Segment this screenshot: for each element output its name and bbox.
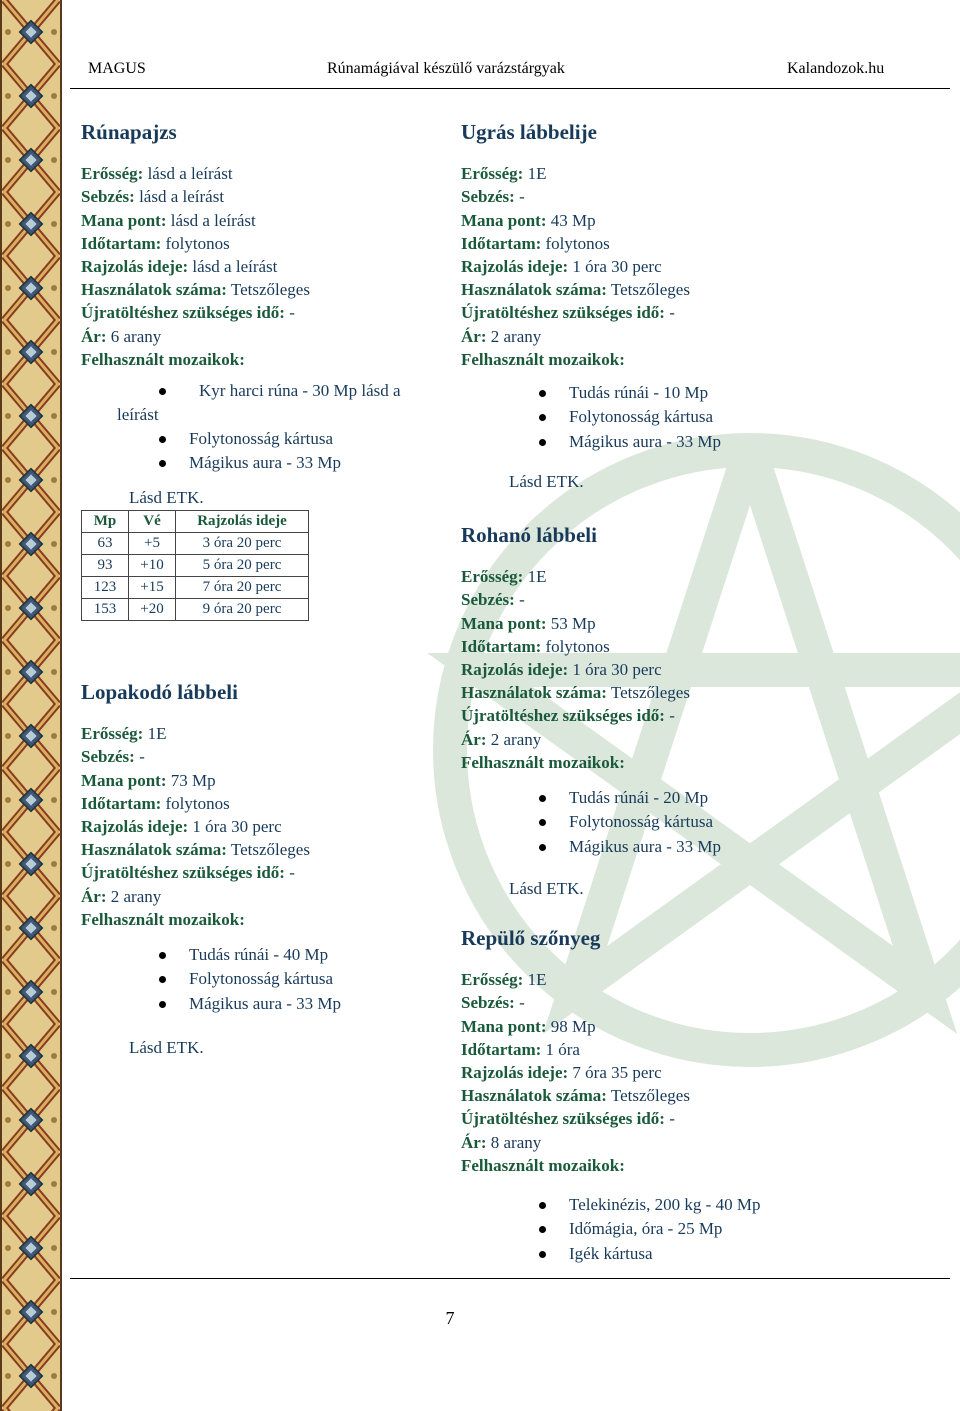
mosaic-item: Időmágia, óra - 25 Mp <box>461 1217 861 1242</box>
footer-rule <box>70 1278 950 1279</box>
stat-draw-time: Rajzolás ideje: 1 óra 30 perc <box>461 256 662 276</box>
see-reference: Lásd ETK. <box>129 1038 204 1058</box>
stat-duration: Időtartam: folytonos <box>461 636 610 656</box>
level-table <box>81 510 309 621</box>
stat-duration: Időtartam: folytonos <box>461 233 610 253</box>
mosaic-item: Tudás rúnái - 10 Mp <box>461 381 841 406</box>
stat-duration: Időtartam: 1 óra <box>461 1039 580 1059</box>
item-title: Ugrás lábbelije <box>461 120 597 144</box>
see-reference: Lásd ETK. <box>509 879 584 899</box>
stat-recharge: Újratöltéshez szükséges idő: - <box>81 863 295 883</box>
stat-draw-time: Rajzolás ideje: 1 óra 30 perc <box>461 659 662 679</box>
stat-damage: Sebzés: - <box>81 747 145 767</box>
stat-draw-time: Rajzolás ideje: 1 óra 30 perc <box>81 816 282 836</box>
stat-strength: Erősség: lásd a leírást <box>81 164 233 184</box>
table-row <box>82 532 309 554</box>
mosaic-list <box>81 379 441 476</box>
table-cell: 5 óra 20 perc <box>176 554 309 576</box>
stat-draw-time: Rajzolás ideje: 7 óra 35 perc <box>461 1062 662 1082</box>
mosaic-item: Tudás rúnái - 40 Mp <box>81 943 441 968</box>
item-ugras-labbelije <box>461 120 841 492</box>
see-reference: Lásd ETK. <box>509 472 584 492</box>
stat-strength: Erősség: 1E <box>461 164 547 184</box>
stat-strength: Erősség: 1E <box>461 970 547 990</box>
mosaic-item: Kyr harci rúna - 30 Mp lásd a leírást <box>117 380 401 424</box>
stat-recharge: Újratöltéshez szükséges idő: - <box>461 303 675 323</box>
stat-damage: Sebzés: - <box>461 993 525 1013</box>
table-header-cell: Mp <box>82 510 129 532</box>
stat-recharge: Újratöltéshez szükséges idő: - <box>461 706 675 726</box>
mosaic-list <box>81 943 441 1017</box>
page-number: 7 <box>445 1308 455 1328</box>
stat-damage: Sebzés: - <box>461 590 525 610</box>
table-header-cell: Rajzolás ideje <box>176 510 309 532</box>
table-header-cell: Vé <box>129 510 176 532</box>
mosaic-item: Telekinézis, 200 kg - 40 Mp <box>461 1193 861 1218</box>
stat-mosaics: Felhasznált mozaikok: <box>81 349 245 369</box>
stat-uses: Használatok száma: Tetszőleges <box>81 840 310 860</box>
mosaic-item: Mágikus aura - 33 Mp <box>461 430 841 455</box>
stat-strength: Erősség: 1E <box>461 567 547 587</box>
item-repulo-szonyeg <box>461 926 861 1266</box>
table-header-row <box>82 510 309 532</box>
stat-strength: Erősség: 1E <box>81 724 167 744</box>
header-right: Kalandozok.hu <box>787 60 885 77</box>
stat-damage: Sebzés: - <box>461 187 525 207</box>
stat-mosaics: Felhasznált mozaikok: <box>461 752 625 772</box>
stat-recharge: Újratöltéshez szükséges idő: - <box>81 303 295 323</box>
decorative-border <box>0 0 62 1411</box>
table-cell: +10 <box>129 554 176 576</box>
stat-mosaics: Felhasznált mozaikok: <box>461 349 625 369</box>
table-row <box>82 598 309 620</box>
item-title: Rúnapajzs <box>81 120 177 144</box>
stat-mosaics: Felhasznált mozaikok: <box>81 909 245 929</box>
table-row <box>82 576 309 598</box>
header-center: Rúnamágiával készülő varázstárgyak <box>327 60 565 77</box>
stat-mana: Mana pont: 73 Mp <box>81 770 216 790</box>
mosaic-item: Mágikus aura - 33 Mp <box>81 992 441 1017</box>
stat-mana: Mana pont: 43 Mp <box>461 210 596 230</box>
table-cell: +20 <box>129 598 176 620</box>
table-cell: +15 <box>129 576 176 598</box>
table-cell: 93 <box>82 554 129 576</box>
stat-uses: Használatok száma: Tetszőleges <box>461 683 690 703</box>
item-title: Repülő szőnyeg <box>461 926 601 950</box>
table-cell: 3 óra 20 perc <box>176 532 309 554</box>
stat-price: Ár: 8 arany <box>461 1132 542 1152</box>
mosaic-list <box>461 786 841 860</box>
stat-damage: Sebzés: lásd a leírást <box>81 187 225 207</box>
mosaic-item: Folytonosság kártusa <box>81 427 441 452</box>
stat-uses: Használatok száma: Tetszőleges <box>461 1086 690 1106</box>
item-runapajzs <box>81 120 441 621</box>
item-rohano-labbeli <box>461 523 841 899</box>
table-cell: 123 <box>82 576 129 598</box>
stat-duration: Időtartam: folytonos <box>81 233 230 253</box>
stat-duration: Időtartam: folytonos <box>81 793 230 813</box>
table-row <box>82 554 309 576</box>
table-cell: 9 óra 20 perc <box>176 598 309 620</box>
mosaic-item: Mágikus aura - 33 Mp <box>461 835 841 860</box>
mosaic-item: Folytonosság kártusa <box>81 967 441 992</box>
stat-price: Ár: 2 arany <box>461 326 542 346</box>
mosaic-item: Tudás rúnái - 20 Mp <box>461 786 841 811</box>
mosaic-item: Mágikus aura - 33 Mp <box>81 451 441 476</box>
item-title: Lopakodó lábbeli <box>81 680 238 704</box>
mosaic-item: Igék kártusa <box>461 1242 861 1267</box>
stat-recharge: Újratöltéshez szükséges idő: - <box>461 1109 675 1129</box>
stat-price: Ár: 6 arany <box>81 326 162 346</box>
item-lopakodo-labbeli <box>81 680 441 1058</box>
table-cell: +5 <box>129 532 176 554</box>
stat-price: Ár: 2 arany <box>81 886 162 906</box>
stat-mosaics: Felhasznált mozaikok: <box>461 1155 625 1175</box>
see-reference: Lásd ETK. <box>129 487 204 507</box>
header-left: MAGUS <box>88 60 146 77</box>
stat-price: Ár: 2 arany <box>461 729 542 749</box>
stat-mana: Mana pont: 53 Mp <box>461 613 596 633</box>
mosaic-list <box>461 381 841 455</box>
stat-uses: Használatok száma: Tetszőleges <box>81 280 310 300</box>
stat-uses: Használatok száma: Tetszőleges <box>461 280 690 300</box>
stat-mana: Mana pont: lásd a leírást <box>81 210 256 230</box>
table-cell: 153 <box>82 598 129 620</box>
stat-draw-time: Rajzolás ideje: lásd a leírást <box>81 256 278 276</box>
stat-mana: Mana pont: 98 Mp <box>461 1016 596 1036</box>
table-cell: 7 óra 20 perc <box>176 576 309 598</box>
mosaic-item: Folytonosság kártusa <box>461 810 841 835</box>
item-title: Rohanó lábbeli <box>461 523 597 547</box>
header-rule <box>70 88 950 89</box>
mosaic-list <box>461 1193 861 1267</box>
mosaic-item: Folytonosság kártusa <box>461 405 841 430</box>
table-cell: 63 <box>82 532 129 554</box>
